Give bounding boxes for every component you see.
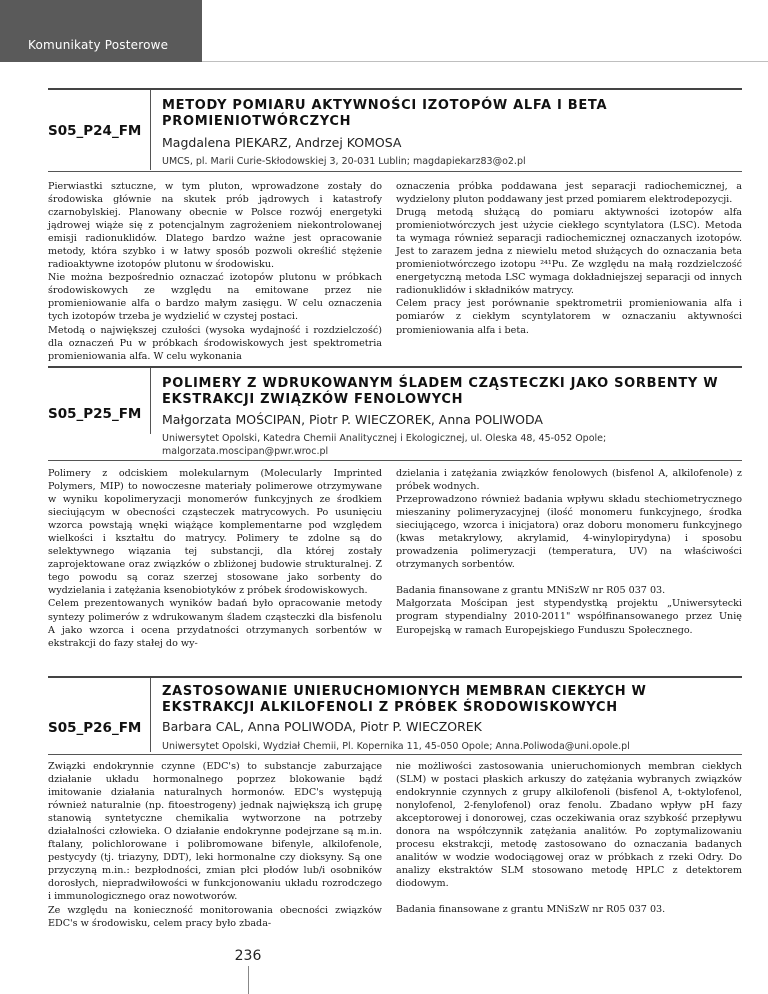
spacer [396,571,742,584]
abstract-divider [150,678,151,752]
header-divider [202,61,768,62]
paragraph: nie możliwości zastosowania unieruchomionych membran ciekłych (SLM) w postaci płaskich arkuszy do zatężania wybranych związków endokrynnie czynnych z grupy alkilofenoli (bisfenol A, t-oktylofenol, nonylofenol, 2-fenylofenol) oraz fenolu. Zbadano wpływ pH fazy akceptorowej i donorowej, czas oczekiwania oraz szybkość przepływu donora na współczynnik zatężania analitów. Po zoptymalizowaniu procesu ekstrakcji, metodę zastosowano do oznaczania badanych analitów w wodzie wodociągowej oraz w próbkach z rzeki Odry. Do analizy ekstraktów SLM stosowano metodę HPLC z detektorem diodowym. [396,761,742,890]
abstract-authors: Małgorzata MOŚCIPAN, Piotr P. WIECZOREK, Anna POLIWODA [162,412,543,427]
paragraph: Badania finansowane z grantu MNiSzW nr R05 037 03. [396,585,666,597]
abstract-title: POLIMERY Z WDRUKOWANYM ŚLADEM CZĄSTECZKI JAKO SORBENTY W EKSTRAKCJI ZWIĄZKÓW FENOLOWYCH [162,376,719,407]
paragraph: Nie można bezpośrednio oznaczać izotopów plutonu w próbkach środowiskowych ze względu na emitowane przez nie promieniowanie alfa o bardzo małym zasięgu. W celu oznaczenia tych izotopów trzeba je wydzielić w czystej postaci. [48,272,382,323]
abstract-code: S05_P25_FM [48,406,142,422]
paragraph: Związki endokrynnie czynne (EDC's) to substancje zaburzające działanie układu hormonalnego poprzez blokowanie bądź imitowanie działania naturalnych hormonów. EDC's występują również naturalnie (np. fitoestrogeny) jednak największą ich grupę stanowią syntetyczne chemikalia wytworzone na potrzeby działalności człowieka. O działanie endokrynne podejrzane są m.in. ftalany, polichlorowane i polibromowane bifenyle, alkilofenole, pestycydy (tj. triazyny, DDT), leki hormonalne czy dioksyny. Są one przyczyną m.in.: bezpłodności, zmian płci płodów lub/i osobników dorosłych, niepradwiłowości w funkcjonowaniu układu rozrodczego i immunologicznego oraz nowotworów. [48,761,382,903]
abstract-left-column [48,760,382,930]
abstract-authors: Magdalena PIEKARZ, Andrzej KOMOSA [162,135,402,150]
page-number: 236 [225,948,271,964]
paragraph: Przeprowadzono również badania wpływu składu stechiometrycznego mieszaniny polimeryzacyjnej (ilość monomeru funkcyjnego, środka sieciującego, wzorca i inicjatora) oraz doboru monomeru funkcyjnego (kwas metakrylowy, akrylamid, 4-winylopirydyna) i sposobu prowadzenia polimeryzacji (temperatura, UV) na właściwości otrzymanych sorbentów. [396,494,742,571]
abstract-divider [150,368,151,434]
abstract-right-column [396,467,742,637]
abstract-affiliation: Uniwersytet Opolski, Wydział Chemii, Pl. Kopernika 11, 45-050 Opole; Anna.Poliwoda@uni.opole.pl [162,741,630,752]
spacer [396,890,742,903]
abstract-right-column [396,760,742,917]
abstract-affiliation: Uniwersytet Opolski, Katedra Chemii Analitycznej i Ekologicznej, ul. Oleska 48, 45-052 Opole; malgorzata.moscipan@pwr.wroc.pl [162,433,607,457]
abstract-top-rule [48,88,742,90]
paragraph: Polimery z odciskiem molekularnym (Molecularly Imprinted Polymers, MIP) to nowoczesne materiały polimerowe otrzymywane w wyniku kopolimeryzacji monomerów funkcyjnych ze środkiem sieciującym w obecności cząsteczek matrycowych. Po usunięciu wzorca powstają wnęki wiążące komplementarne pod względem wielkości i kształtu do matrycy. Polimery te zdolne są do selektywnego wiązania tej substancji, dla której zostały zaprojektowane oraz związków o zbliżonej budowie strukturalnej. Z tego powodu są coraz szerzej stosowane jako sorbenty do wydzielania i zatężania ksenobiotyków z próbek środowiskowych. [48,468,382,597]
abstract-bottom-rule [48,754,742,755]
paragraph: Celem pracy jest porównanie spektrometrii promieniowania alfa i pomiarów z ciekłym scyntylatorem w oznaczaniu aktywności promieniowania alfa i beta. [396,298,742,336]
abstract-bottom-rule [48,171,742,172]
abstract-left-column [48,467,382,650]
abstract-top-rule [48,366,742,368]
abstract-title: ZASTOSOWANIE UNIERUCHOMIONYCH MEMBRAN CIEKŁYCH W EKSTRAKCJI ALKILOFENOLI Z PRÓBEK ŚRODOWISKOWYCH [162,684,647,715]
paragraph: Drugą metodą służącą do pomiaru aktywności izotopów alfa promieniotwórczych jest użycie ciekłego scyntylatora (LSC). Metoda ta wymaga również separacji radiochemicznej oznaczanych izotopów. Jest to zarazem jedna z niewielu metod służących do oznaczania beta promieniotwórczego izotopu ²⁴¹Pu. Ze względu na małą rozdzielczość energetyczną metoda LSC wymaga dokładniejszej separacji od innych radionuklidów i składników matrycy. [396,207,742,297]
abstract-code: S05_P24_FM [48,123,142,139]
abstract-bottom-rule [48,460,742,461]
paragraph: Ze względu na konieczność monitorowania obecności związków EDC's w środowisku, celem pracy było zbada- [48,904,382,929]
paragraph: dzielania i zatężania związków fenolowych (bisfenol A, alkilofenole) z próbek wodnych. [396,468,742,493]
abstract-authors: Barbara CAL, Anna POLIWODA, Piotr P. WIECZOREK [162,719,482,734]
paragraph: Badania finansowane z grantu MNiSzW nr R05 037 03. [396,904,666,916]
section-tab [0,0,202,62]
section-title: Komunikaty Posterowe [28,38,169,52]
abstract-right-column [396,180,742,337]
abstract-code: S05_P26_FM [48,720,142,736]
paragraph: Małgorzata Mościpan jest stypendystką projektu „Uniwersytecki program stypendialny 2010-2011" współfinansowanego przez Unię Europejską w ramach Europejskiego Funduszu Społecznego. [396,598,742,636]
paragraph: Celem prezentowanych wyników badań było opracowanie metody syntezy polimerów z wdrukowanym śladem cząsteczki dla bisfenolu A jako wzorca i ocena przydatności otrzymanych sorbentów w ekstrakcji do fazy stałej do wy- [48,598,382,649]
abstract-divider [150,90,151,170]
footer-divider [248,966,249,994]
page-header [0,0,768,62]
paragraph: Metodą o największej czułości (wysoka wydajność i rozdzielczość) dla oznaczeń Pu w próbkach środowiskowych jest spektrometria promieniowania alfa. W celu wykonania [48,324,382,362]
abstract-affiliation: UMCS, pl. Marii Curie-Skłodowskiej 3, 20-031 Lublin; magdapiekarz83@o2.pl [162,156,526,167]
paragraph: oznaczenia próbka poddawana jest separacji radiochemicznej, a wydzielony pluton poddawany jest przed pomiarem elektrodepozycji. [396,181,742,206]
abstract-left-column [48,180,382,363]
abstract-title: METODY POMIARU AKTYWNOŚCI IZOTOPÓW ALFA I BETA PROMIENIOTWÓRCZYCH [162,98,608,129]
abstract-top-rule [48,676,742,678]
paragraph: Pierwiastki sztuczne, w tym pluton, wprowadzone zostały do środowiska głównie na skutek prób jądrowych i katastrofy czarnobylskiej. Planowany obecnie w Polsce rozwój energetyki jądrowej wiąże się z potencjalnym zagrożeniem niekontrolowanej emisji radionuklidów. Dlatego bardzo ważne jest opracowanie metody, która szybko i w łatwy sposób pozwoli określić stężenie radioaktywne izotopów plutonu w środowisku. [48,181,382,271]
